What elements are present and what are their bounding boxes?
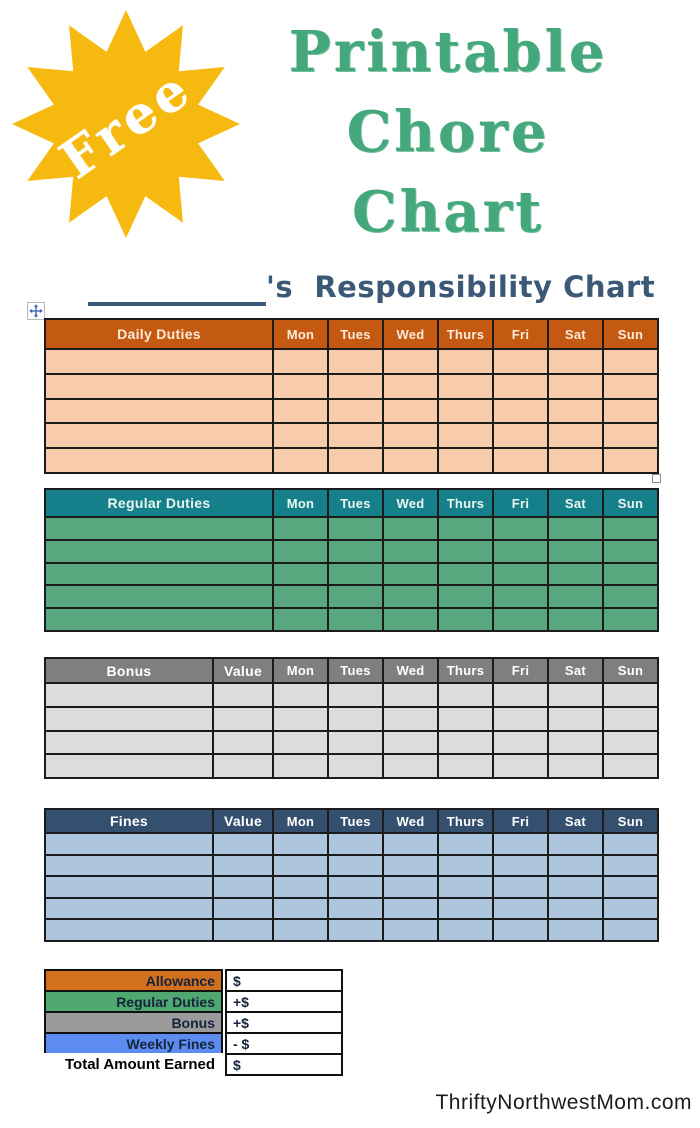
blank-cell[interactable] xyxy=(328,540,383,563)
blank-cell[interactable] xyxy=(438,374,493,399)
blank-cell[interactable] xyxy=(493,707,548,731)
blank-cell[interactable] xyxy=(45,423,273,448)
blank-cell[interactable] xyxy=(328,608,383,631)
blank-cell[interactable] xyxy=(273,683,328,707)
column-header-fri: Fri xyxy=(493,658,548,683)
blank-cell[interactable] xyxy=(383,540,438,563)
column-header-thurs: Thurs xyxy=(438,658,493,683)
blank-cell[interactable] xyxy=(548,563,603,586)
blank-cell[interactable] xyxy=(438,563,493,586)
blank-cell[interactable] xyxy=(328,423,383,448)
blank-cell[interactable] xyxy=(438,585,493,608)
page-title xyxy=(278,12,618,252)
blank-cell[interactable] xyxy=(493,898,548,920)
blank-cell[interactable] xyxy=(383,563,438,586)
blank-cell[interactable] xyxy=(383,876,438,898)
table-title-bonus: Bonus xyxy=(45,658,213,683)
blank-cell[interactable] xyxy=(45,608,273,631)
summary-label: Bonus xyxy=(44,1011,223,1034)
blank-cell[interactable] xyxy=(438,876,493,898)
blank-cell[interactable] xyxy=(45,754,213,778)
summary-row xyxy=(44,990,344,1013)
blank-cell[interactable] xyxy=(45,448,273,473)
blank-cell[interactable] xyxy=(273,374,328,399)
blank-cell[interactable] xyxy=(603,731,658,755)
column-header-wed: Wed xyxy=(383,658,438,683)
blank-cell[interactable] xyxy=(438,754,493,778)
column-header-tues: Tues xyxy=(328,809,383,833)
blank-cell[interactable] xyxy=(548,585,603,608)
column-header-tues: Tues xyxy=(328,319,383,349)
blank-cell[interactable] xyxy=(548,754,603,778)
blank-cell[interactable] xyxy=(438,707,493,731)
summary-row xyxy=(44,1032,344,1055)
blank-cell[interactable] xyxy=(273,517,328,540)
blank-cell[interactable] xyxy=(383,833,438,855)
table-row xyxy=(45,517,658,540)
blank-cell[interactable] xyxy=(328,563,383,586)
blank-cell[interactable] xyxy=(273,833,328,855)
column-header-sun: Sun xyxy=(603,658,658,683)
blank-cell[interactable] xyxy=(328,898,383,920)
blank-cell[interactable] xyxy=(493,349,548,374)
summary-value-cell[interactable]: - $ xyxy=(225,1032,343,1055)
blank-cell[interactable] xyxy=(273,448,328,473)
blank-cell[interactable] xyxy=(438,423,493,448)
blank-cell[interactable] xyxy=(383,919,438,941)
blank-cell[interactable] xyxy=(383,683,438,707)
blank-cell[interactable] xyxy=(328,754,383,778)
blank-cell[interactable] xyxy=(45,683,213,707)
blank-cell[interactable] xyxy=(383,374,438,399)
blank-cell[interactable] xyxy=(493,754,548,778)
summary-row xyxy=(44,969,344,992)
name-blank-line[interactable] xyxy=(88,272,266,306)
table-row xyxy=(45,876,658,898)
blank-cell[interactable] xyxy=(603,540,658,563)
blank-cell[interactable] xyxy=(273,731,328,755)
blank-cell[interactable] xyxy=(603,754,658,778)
blank-cell[interactable] xyxy=(493,517,548,540)
blank-cell[interactable] xyxy=(438,540,493,563)
blank-cell[interactable] xyxy=(383,399,438,424)
blank-cell[interactable] xyxy=(273,707,328,731)
blank-cell[interactable] xyxy=(493,423,548,448)
column-header-sat: Sat xyxy=(548,489,603,517)
blank-cell[interactable] xyxy=(45,540,273,563)
blank-cell[interactable] xyxy=(493,855,548,877)
blank-cell[interactable] xyxy=(493,683,548,707)
table-row xyxy=(45,731,658,755)
table-move-handle-icon[interactable] xyxy=(27,302,45,320)
blank-cell[interactable] xyxy=(383,731,438,755)
column-header-fri: Fri xyxy=(493,489,548,517)
blank-cell[interactable] xyxy=(548,707,603,731)
blank-cell[interactable] xyxy=(438,919,493,941)
table-title-daily: Daily Duties xyxy=(45,319,273,349)
table-title-fines: Fines xyxy=(45,809,213,833)
blank-cell[interactable] xyxy=(273,540,328,563)
blank-cell[interactable] xyxy=(383,707,438,731)
table-row xyxy=(45,349,658,374)
blank-cell[interactable] xyxy=(438,448,493,473)
blank-cell[interactable] xyxy=(438,517,493,540)
blank-cell[interactable] xyxy=(45,876,213,898)
blank-cell[interactable] xyxy=(493,585,548,608)
column-header-thurs: Thurs xyxy=(438,489,493,517)
column-header-tues: Tues xyxy=(328,658,383,683)
blank-cell[interactable] xyxy=(603,374,658,399)
chore-table-regular xyxy=(44,488,659,632)
blank-cell[interactable] xyxy=(45,349,273,374)
column-header-mon: Mon xyxy=(273,809,328,833)
table-row xyxy=(45,898,658,920)
blank-cell[interactable] xyxy=(548,540,603,563)
blank-cell[interactable] xyxy=(548,517,603,540)
blank-cell[interactable] xyxy=(45,374,273,399)
heading-text: 's Responsibility Chart xyxy=(266,270,656,304)
column-header-thurs: Thurs xyxy=(438,809,493,833)
blank-cell[interactable] xyxy=(328,855,383,877)
blank-cell[interactable] xyxy=(273,919,328,941)
blank-cell[interactable] xyxy=(548,731,603,755)
summary-label: Regular Duties xyxy=(44,990,223,1013)
blank-cell[interactable] xyxy=(603,349,658,374)
blank-cell[interactable] xyxy=(328,399,383,424)
blank-cell[interactable] xyxy=(548,423,603,448)
blank-cell[interactable] xyxy=(213,754,273,778)
column-header-sat: Sat xyxy=(548,319,603,349)
blank-cell[interactable] xyxy=(548,608,603,631)
responsibility-heading xyxy=(88,268,655,306)
blank-cell[interactable] xyxy=(213,898,273,920)
blank-cell[interactable] xyxy=(383,585,438,608)
table-row xyxy=(45,833,658,855)
blank-cell[interactable] xyxy=(438,349,493,374)
summary-value-cell[interactable]: +$ xyxy=(225,1011,343,1034)
table-row xyxy=(45,374,658,399)
blank-cell[interactable] xyxy=(45,707,213,731)
blank-cell[interactable] xyxy=(328,448,383,473)
blank-cell[interactable] xyxy=(603,517,658,540)
blank-cell[interactable] xyxy=(273,876,328,898)
column-header-mon: Mon xyxy=(273,489,328,517)
summary-value-cell[interactable]: +$ xyxy=(225,990,343,1013)
blank-cell[interactable] xyxy=(383,517,438,540)
site-credit: ThriftyNorthwestMom.com xyxy=(435,1091,692,1114)
blank-cell[interactable] xyxy=(438,608,493,631)
blank-cell[interactable] xyxy=(548,876,603,898)
table-row xyxy=(45,754,658,778)
blank-cell[interactable] xyxy=(603,707,658,731)
blank-cell[interactable] xyxy=(548,833,603,855)
blank-cell[interactable] xyxy=(603,876,658,898)
blank-cell[interactable] xyxy=(213,855,273,877)
blank-cell[interactable] xyxy=(438,399,493,424)
blank-cell[interactable] xyxy=(548,349,603,374)
blank-cell[interactable] xyxy=(383,448,438,473)
blank-cell[interactable] xyxy=(45,517,273,540)
blank-cell[interactable] xyxy=(383,608,438,631)
column-header-mon: Mon xyxy=(273,319,328,349)
blank-cell[interactable] xyxy=(213,707,273,731)
blank-cell[interactable] xyxy=(603,683,658,707)
blank-cell[interactable] xyxy=(493,608,548,631)
column-header-wed: Wed xyxy=(383,489,438,517)
table-row xyxy=(45,540,658,563)
blank-cell[interactable] xyxy=(603,919,658,941)
blank-cell[interactable] xyxy=(328,876,383,898)
blank-cell[interactable] xyxy=(328,833,383,855)
chore-table-fines xyxy=(44,808,659,942)
blank-cell[interactable] xyxy=(328,585,383,608)
column-header-thurs: Thurs xyxy=(438,319,493,349)
table-resize-handle-icon[interactable] xyxy=(652,474,661,483)
table-row xyxy=(45,399,658,424)
summary-label: Total Amount Earned xyxy=(44,1053,223,1076)
chore-table-bonus xyxy=(44,657,659,779)
blank-cell[interactable] xyxy=(548,448,603,473)
blank-cell[interactable] xyxy=(383,349,438,374)
blank-cell[interactable] xyxy=(273,423,328,448)
blank-cell[interactable] xyxy=(273,399,328,424)
chore-table-daily xyxy=(44,318,659,474)
blank-cell[interactable] xyxy=(548,919,603,941)
title-line-3: Chart xyxy=(352,179,544,245)
column-header-wed: Wed xyxy=(383,319,438,349)
blank-cell[interactable] xyxy=(328,517,383,540)
blank-cell[interactable] xyxy=(438,833,493,855)
blank-cell[interactable] xyxy=(548,374,603,399)
column-header-fri: Fri xyxy=(493,809,548,833)
blank-cell[interactable] xyxy=(328,731,383,755)
table-row xyxy=(45,448,658,473)
summary-row xyxy=(44,1011,344,1034)
title-line-2: Chore xyxy=(346,99,550,165)
summary-row xyxy=(44,1053,344,1076)
blank-cell[interactable] xyxy=(548,855,603,877)
blank-cell[interactable] xyxy=(213,683,273,707)
free-badge xyxy=(10,8,242,240)
column-header-wed: Wed xyxy=(383,809,438,833)
blank-cell[interactable] xyxy=(493,833,548,855)
blank-cell[interactable] xyxy=(493,919,548,941)
summary-ledger xyxy=(44,969,344,1076)
blank-cell[interactable] xyxy=(328,919,383,941)
column-header-sat: Sat xyxy=(548,658,603,683)
column-header-mon: Mon xyxy=(273,658,328,683)
blank-cell[interactable] xyxy=(438,731,493,755)
blank-cell[interactable] xyxy=(438,898,493,920)
blank-cell[interactable] xyxy=(493,374,548,399)
blank-cell[interactable] xyxy=(493,448,548,473)
table-row xyxy=(45,608,658,631)
summary-label: Weekly Fines xyxy=(44,1032,223,1055)
summary-value-cell[interactable]: $ xyxy=(225,969,343,992)
column-header-fri: Fri xyxy=(493,319,548,349)
blank-cell[interactable] xyxy=(493,731,548,755)
blank-cell[interactable] xyxy=(45,898,213,920)
blank-cell[interactable] xyxy=(328,707,383,731)
summary-value-cell[interactable]: $ xyxy=(225,1053,343,1076)
blank-cell[interactable] xyxy=(273,585,328,608)
blank-cell[interactable] xyxy=(603,423,658,448)
title-line-1: Printable xyxy=(288,19,608,85)
blank-cell[interactable] xyxy=(45,563,273,586)
table-row xyxy=(45,855,658,877)
column-header-value: Value xyxy=(213,658,273,683)
blank-cell[interactable] xyxy=(273,898,328,920)
blank-cell[interactable] xyxy=(438,855,493,877)
column-header-sun: Sun xyxy=(603,489,658,517)
column-header-sun: Sun xyxy=(603,319,658,349)
blank-cell[interactable] xyxy=(45,855,213,877)
blank-cell[interactable] xyxy=(213,731,273,755)
blank-cell[interactable] xyxy=(383,423,438,448)
blank-cell[interactable] xyxy=(493,399,548,424)
blank-cell[interactable] xyxy=(273,754,328,778)
blank-cell[interactable] xyxy=(383,898,438,920)
blank-cell[interactable] xyxy=(328,683,383,707)
blank-cell[interactable] xyxy=(603,399,658,424)
blank-cell[interactable] xyxy=(548,898,603,920)
summary-label: Allowance xyxy=(44,969,223,992)
blank-cell[interactable] xyxy=(603,898,658,920)
table-title-regular: Regular Duties xyxy=(45,489,273,517)
blank-cell[interactable] xyxy=(45,731,213,755)
column-header-sat: Sat xyxy=(548,809,603,833)
table-row xyxy=(45,563,658,586)
blank-cell[interactable] xyxy=(603,563,658,586)
blank-cell[interactable] xyxy=(548,399,603,424)
blank-cell[interactable] xyxy=(493,540,548,563)
blank-cell[interactable] xyxy=(45,585,273,608)
blank-cell[interactable] xyxy=(548,683,603,707)
blank-cell[interactable] xyxy=(603,833,658,855)
blank-cell[interactable] xyxy=(383,754,438,778)
free-label: Free xyxy=(48,57,204,191)
table-row xyxy=(45,585,658,608)
column-header-tues: Tues xyxy=(328,489,383,517)
blank-cell[interactable] xyxy=(438,683,493,707)
blank-cell[interactable] xyxy=(273,349,328,374)
column-header-value: Value xyxy=(213,809,273,833)
table-row xyxy=(45,919,658,941)
blank-cell[interactable] xyxy=(213,876,273,898)
blank-cell[interactable] xyxy=(273,855,328,877)
blank-cell[interactable] xyxy=(328,349,383,374)
table-row xyxy=(45,683,658,707)
blank-cell[interactable] xyxy=(273,608,328,631)
blank-cell[interactable] xyxy=(603,608,658,631)
blank-cell[interactable] xyxy=(603,855,658,877)
column-header-sun: Sun xyxy=(603,809,658,833)
table-row xyxy=(45,423,658,448)
blank-cell[interactable] xyxy=(213,833,273,855)
table-row xyxy=(45,707,658,731)
blank-cell[interactable] xyxy=(603,585,658,608)
blank-cell[interactable] xyxy=(45,919,213,941)
blank-cell[interactable] xyxy=(45,399,273,424)
blank-cell[interactable] xyxy=(273,563,328,586)
blank-cell[interactable] xyxy=(213,919,273,941)
blank-cell[interactable] xyxy=(493,563,548,586)
blank-cell[interactable] xyxy=(493,876,548,898)
blank-cell[interactable] xyxy=(45,833,213,855)
blank-cell[interactable] xyxy=(603,448,658,473)
blank-cell[interactable] xyxy=(383,855,438,877)
blank-cell[interactable] xyxy=(328,374,383,399)
